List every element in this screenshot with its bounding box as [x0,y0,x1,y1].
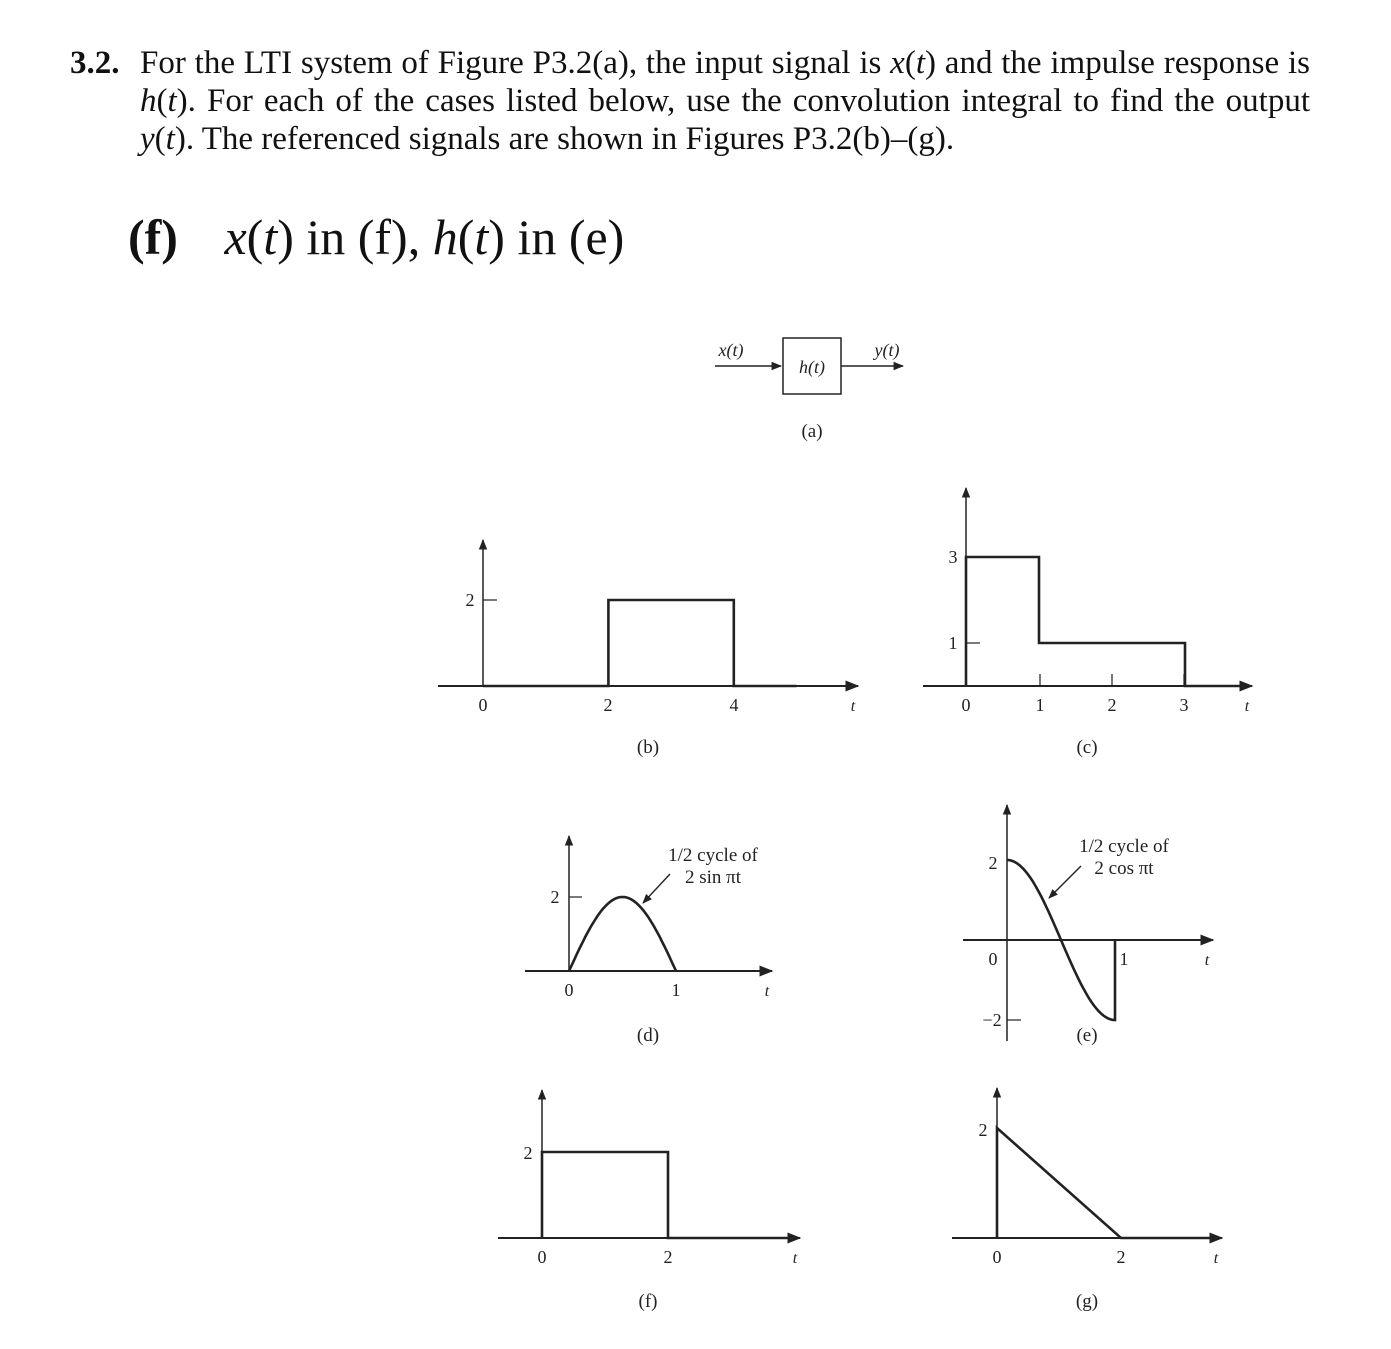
part-label: (f) [128,209,178,265]
annotation-pointer [643,874,670,903]
caption-a: (a) [801,421,823,442]
x-tick-label: 2 [603,695,613,715]
x-tick-label: 1 [1035,695,1045,715]
y-tick-label: 1 [948,633,958,653]
caption-f: (f) [638,1291,658,1312]
x-tick-label: 2 [663,1247,673,1267]
problem-text: For the LTI system of Figure P3.2(a), the input signal is x(t) and the impulse response is h(t). For each of the cases listed below, use the convolution integral to find the output y(t). The referenced signals are shown in Figures P3.2(b)–(g). [140,45,1310,157]
output-label: y(t) [874,340,900,360]
figure-b [438,540,858,758]
signal-curve [483,600,797,686]
x-axis-label: t [792,1250,798,1267]
caption-d: (d) [636,1025,660,1046]
x-tick-label: 0 [537,1247,547,1267]
annotation-line-1: 1/2 cycle of [1079,836,1169,857]
x-tick-label: 0 [992,1247,1002,1267]
x-axis-label: t [764,983,770,1000]
x-tick-label: 2 [1116,1247,1126,1267]
y-tick-label: −2 [982,1010,1002,1030]
signal-curve [966,557,1243,686]
caption-g: (g) [1075,1291,1099,1312]
y-tick-label: 2 [465,590,475,610]
annotation-line-2: 2 sin πt [684,867,742,888]
signal-curve [542,1152,794,1238]
block-label: h(t) [799,357,825,377]
y-tick-label: 3 [948,547,958,567]
x-axis-label: t [1213,1250,1219,1267]
x-tick-label: 2 [1107,695,1117,715]
annotation-line-2: 2 cos πt [1094,858,1154,879]
x-tick-label: 1 [1119,949,1129,969]
y-tick-label: 2 [550,887,560,907]
signal-curve [569,897,676,971]
caption-b: (b) [636,737,660,758]
annotation-pointer [1049,866,1081,898]
x-axis-label: t [1244,698,1250,715]
figure-e [963,805,1213,1046]
x-tick-label: 1 [671,980,681,1000]
x-tick-label: 0 [961,695,971,715]
part-text: x(t) in (f), h(t) in (e) [224,209,625,265]
x-tick-label: 4 [729,695,739,715]
x-axis-label: t [1204,952,1210,969]
x-tick-label: 0 [988,949,998,969]
figure-f [498,1090,800,1312]
y-tick-label: 2 [988,853,998,873]
x-tick-label: 0 [564,980,574,1000]
input-label: x(t) [718,340,744,360]
caption-e: (e) [1076,1025,1098,1046]
figure-c [923,488,1252,758]
x-axis-label: t [850,698,856,715]
y-tick-label: 2 [523,1143,533,1163]
figure-a-block-diagram [715,338,903,442]
annotation-line-1: 1/2 cycle of [668,845,758,866]
figure-g [952,1088,1222,1312]
signal-curve [997,1128,1214,1238]
y-tick-label: 2 [978,1120,988,1140]
x-tick-label: 3 [1179,695,1189,715]
problem-number: 3.2. [70,45,120,81]
caption-c: (c) [1076,737,1098,758]
x-tick-label: 0 [478,695,488,715]
figure-d [525,836,772,1046]
